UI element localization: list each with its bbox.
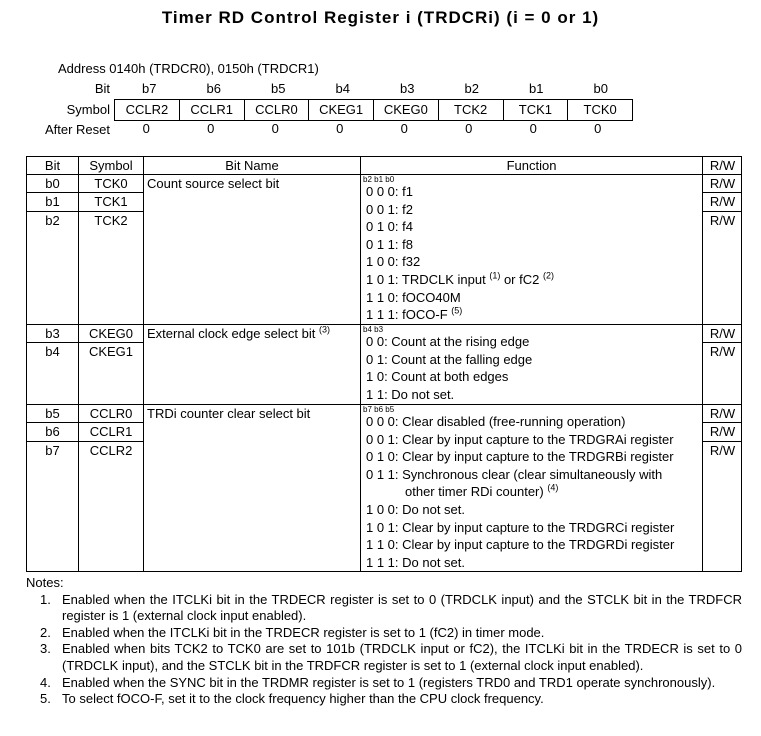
rw-cell: R/W xyxy=(709,326,736,341)
note-item xyxy=(26,675,742,692)
function-option xyxy=(366,448,674,466)
footnote-ref: (2) xyxy=(542,270,554,281)
function-option xyxy=(366,483,674,501)
bit-function-table xyxy=(26,156,742,572)
function-option-text: 1 1 0: fOCO40M xyxy=(366,289,461,305)
function-option-text: 1 0 1: TRDCLK input xyxy=(366,271,490,287)
rw-cell: R/W xyxy=(709,344,736,360)
note-item xyxy=(26,592,742,625)
note-text: Enabled when the ITCLKi bit in the TRDECR register is set to 1 (fC2) in timer mode. xyxy=(62,624,545,640)
footnote-ref: (3) xyxy=(318,324,330,335)
register-reset-values xyxy=(114,121,633,137)
function-option-text: 0 1 0: f4 xyxy=(366,219,413,235)
note-number: 1. xyxy=(40,591,51,607)
register-symbol-cell: CCLR1 xyxy=(180,100,245,120)
note-number: 2. xyxy=(40,624,51,640)
header-symbol: Symbol xyxy=(89,158,133,173)
function-bits-label: b2 b1 b0 xyxy=(363,175,395,184)
page-title: Timer RD Control Register i (TRDCRi) (i = 0 or 1) xyxy=(161,8,600,27)
notes-heading: Notes: xyxy=(26,575,64,590)
bit-name-text: Count source select bit xyxy=(147,176,280,191)
function-option-text: 1 0 1: Clear by input capture to the TRDGRCi register xyxy=(366,519,675,535)
function-option-text: 0 0 0: Clear disabled (free-running operation) xyxy=(366,414,626,429)
register-bit-b3: b3 xyxy=(400,81,415,96)
register-bit-b6: b6 xyxy=(206,81,221,96)
note-text: Enabled when bits TCK2 to TCK0 are set to 101b (TRDCLK input or fC2), the ITCLKi bit in the TRDECR is set to 0 (TRDCLK input), and the STCLK bit in the TRDFCR register is set to 1 (external clock input enabled). xyxy=(62,641,742,673)
footnote-ref: (4) xyxy=(547,483,559,494)
note-text: To select fOCO-F, set it to the clock frequency higher than the CPU clock frequency. xyxy=(62,691,544,707)
function-list xyxy=(366,413,674,571)
register-address: Address 0140h (TRDCR0), 0150h (TRDCR1) xyxy=(58,61,319,76)
footnote-ref: (1) xyxy=(489,270,501,281)
function-option xyxy=(366,253,554,271)
function-option xyxy=(366,271,554,289)
note-item xyxy=(26,691,742,708)
bit-number-cell: b7 xyxy=(45,442,60,458)
function-option xyxy=(366,386,532,404)
function-option-text: 0 0 1: Clear by input capture to the TRDGRAi register xyxy=(366,431,674,447)
notes-section xyxy=(26,575,742,708)
bit-number-cell: b1 xyxy=(45,194,60,210)
register-reset-value: 0 xyxy=(271,121,279,136)
bit-symbol-cell: TCK0 xyxy=(94,176,128,191)
register-reset-value: 0 xyxy=(336,121,344,136)
register-symbol-cell: TCK1 xyxy=(504,100,569,120)
function-option xyxy=(366,351,532,369)
function-list xyxy=(366,183,554,324)
bit-number-cell: b5 xyxy=(45,406,60,421)
bit-number-cell: b3 xyxy=(45,326,60,341)
note-number: 3. xyxy=(40,641,51,657)
bit-row-label: Bit xyxy=(94,81,110,96)
register-symbol-cell: CCLR0 xyxy=(245,100,310,120)
header-function: Function xyxy=(506,158,557,173)
rw-cell: R/W xyxy=(709,176,736,191)
register-reset-value: 0 xyxy=(529,121,537,136)
function-option xyxy=(366,501,674,519)
bit-name-text: TRDi counter clear select bit xyxy=(147,406,311,421)
register-symbol-cell: CCLR2 xyxy=(115,100,180,120)
function-option xyxy=(366,236,554,254)
function-option-text: 1 0 0: f32 xyxy=(366,254,421,270)
function-bits-label: b4 b3 xyxy=(363,325,384,334)
register-bit-b4: b4 xyxy=(335,81,350,96)
bit-name-text: External clock edge select bit xyxy=(147,326,319,341)
register-bit-b2: b2 xyxy=(464,81,479,96)
register-bit-b0: b0 xyxy=(593,81,608,96)
footnote-ref: (5) xyxy=(451,305,463,316)
bit-symbol-cell: CKEG1 xyxy=(88,344,134,360)
bit-number-cell: b0 xyxy=(45,176,60,191)
function-option-text: other timer RDi counter) xyxy=(405,484,548,500)
function-option-text: 0 0 0: f1 xyxy=(366,184,413,199)
function-option xyxy=(366,218,554,236)
function-option-text: 0 1 1: f8 xyxy=(366,236,413,252)
function-bits-label: b7 b6 b5 xyxy=(363,405,395,414)
function-option xyxy=(366,554,674,572)
register-bit-b1: b1 xyxy=(529,81,544,96)
register-bit-numbers xyxy=(117,81,633,97)
header-rw: R/W xyxy=(709,158,736,173)
bit-symbol-cell: TCK2 xyxy=(94,212,128,228)
register-reset-value: 0 xyxy=(594,121,602,136)
bit-number-cell: b2 xyxy=(45,212,60,228)
rw-cell: R/W xyxy=(709,212,736,228)
bit-name-cell xyxy=(147,325,359,342)
note-item xyxy=(26,625,742,642)
function-option-text: 1 0 0: Do not set. xyxy=(366,501,466,517)
function-option-text: 1 1 0: Clear by input capture to the TRDGRDi register xyxy=(366,537,675,553)
function-option xyxy=(366,466,674,484)
function-option-text: 0 1: Count at the falling edge xyxy=(366,351,533,367)
note-number: 5. xyxy=(40,691,51,707)
function-list xyxy=(366,333,532,403)
rw-cell: R/W xyxy=(709,406,736,421)
bit-symbol-cell: CCLR2 xyxy=(89,442,133,458)
function-option-text: 0 1 0: Clear by input capture to the TRDGRBi register xyxy=(366,449,674,465)
rw-cell: R/W xyxy=(709,442,736,458)
note-number: 4. xyxy=(40,674,51,690)
bit-number-cell: b4 xyxy=(45,344,60,360)
bit-name-cell xyxy=(147,175,359,192)
reset-row-label: After Reset xyxy=(44,122,110,137)
register-symbol-cell: CKEG1 xyxy=(309,100,374,120)
function-option-text: 1 1 1: fOCO-F xyxy=(366,307,452,323)
function-option xyxy=(366,201,554,219)
register-reset-value: 0 xyxy=(207,121,215,136)
function-option-text: 1 1 1: Do not set. xyxy=(366,554,466,570)
function-option xyxy=(366,289,554,307)
header-bit-name: Bit Name xyxy=(225,158,279,173)
function-option-text: 0 0 1: f2 xyxy=(366,201,413,217)
register-symbol-cell: CKEG0 xyxy=(374,100,439,120)
function-option-text: 1 1: Do not set. xyxy=(366,386,455,402)
bit-symbol-cell: CCLR0 xyxy=(89,406,133,421)
note-text: Enabled when the ITCLKi bit in the TRDECR register is set to 0 (TRDCLK input) and the STCLK bit in the TRDFCR register is 1 (external clock input enabled). xyxy=(62,591,742,624)
header-bit: Bit xyxy=(44,158,61,173)
function-option xyxy=(366,306,554,324)
symbol-row-label: Symbol xyxy=(66,102,110,117)
function-option xyxy=(366,519,674,537)
bit-symbol-cell: CKEG0 xyxy=(88,326,134,341)
function-option xyxy=(366,183,554,201)
register-symbol-box xyxy=(114,99,633,121)
function-option xyxy=(366,368,532,386)
function-option-text: or fC2 xyxy=(500,271,543,287)
function-option xyxy=(366,536,674,554)
bit-number-cell: b6 xyxy=(45,424,60,440)
bit-name-cell xyxy=(147,405,359,422)
register-reset-value: 0 xyxy=(465,121,473,136)
register-reset-value: 0 xyxy=(142,121,150,136)
rw-cell: R/W xyxy=(709,424,736,440)
function-option xyxy=(366,333,532,351)
register-bit-b5: b5 xyxy=(271,81,286,96)
function-option xyxy=(366,413,674,431)
rw-cell: R/W xyxy=(709,194,736,210)
bit-symbol-cell: CCLR1 xyxy=(89,424,133,440)
note-text: Enabled when the SYNC bit in the TRDMR register is set to 1 (registers TRD0 and TRD1 operate synchronously). xyxy=(62,674,716,690)
bit-symbol-cell: TCK1 xyxy=(94,194,128,210)
register-symbol-cell: TCK2 xyxy=(439,100,504,120)
function-option xyxy=(366,431,674,449)
note-item xyxy=(26,641,742,674)
function-option-text: 0 0: Count at the rising edge xyxy=(366,334,530,349)
function-option-text: 1 0: Count at both edges xyxy=(366,369,509,385)
function-option-text: 0 1 1: Synchronous clear (clear simultaneously with xyxy=(366,466,663,482)
register-symbol-cell: TCK0 xyxy=(583,102,617,117)
register-bit-b7: b7 xyxy=(142,81,157,96)
register-reset-value: 0 xyxy=(400,121,408,136)
